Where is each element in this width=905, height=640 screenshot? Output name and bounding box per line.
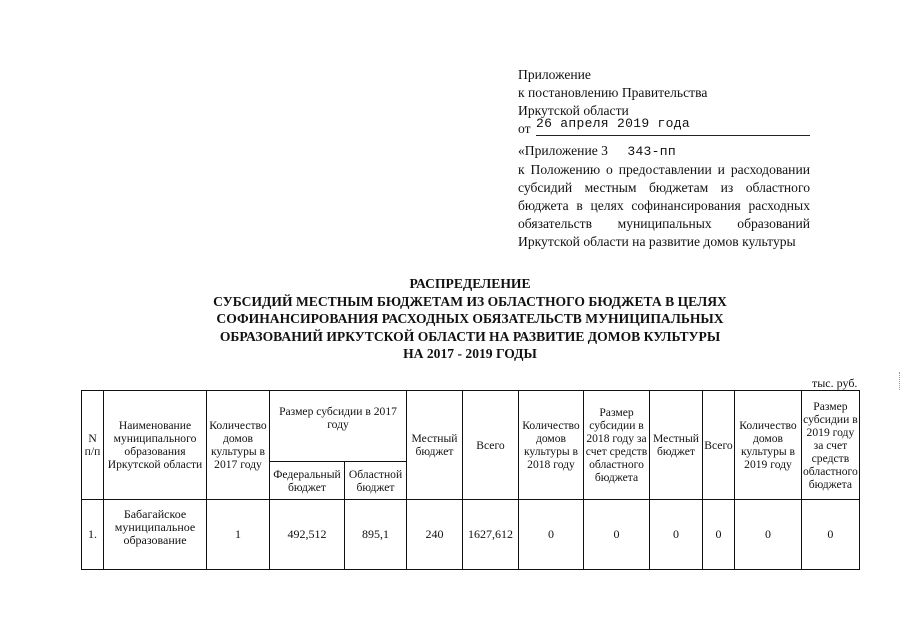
appendix-line-2: к постановлению Правительства [518,85,708,100]
cell-federal: 492,512 [270,500,345,570]
units-label: тыс. руб. [812,376,858,390]
title-line-3: СОФИНАНСИРОВАНИЯ РАСХОДНЫХ ОБЯЗАТЕЛЬСТВ МУНИЦИПАЛЬНЫХ [216,311,724,326]
document-title [150,275,790,363]
title-line-1: РАСПРЕДЕЛЕНИЕ [409,276,531,291]
cell-houses-2019: 0 [735,500,802,570]
header-federal: Федеральный бюджет [270,462,345,500]
header-local-2017: Местный бюджет [407,391,463,500]
header-total-2018: Всего [703,391,735,500]
cell-houses-2018: 0 [519,500,584,570]
header-houses-2018: Количество домов культуры в 2018 году [519,391,584,500]
appendix-date-row [518,116,810,138]
cell-total-2017: 1627,612 [463,500,519,570]
appendix-line-3: Иркутской области [518,103,629,118]
scan-mark [899,372,902,390]
appendix-block [518,66,810,251]
header-regional: Областной бюджет [345,462,407,500]
cell-local-2017: 240 [407,500,463,570]
subsidy-table [81,390,860,570]
cell-houses-2017: 1 [207,500,270,570]
cell-local-2018: 0 [650,500,703,570]
header-subsidy-2018: Размер субсидии в 2018 году за счет средств областного бюджета [584,391,650,500]
date-prefix: от [518,121,531,136]
header-houses-2017: Количество домов культуры в 2017 году [207,391,270,500]
header-name: Наименование муниципального образования Иркутской области [104,391,207,500]
cell-total-2018: 0 [703,500,735,570]
title-line-5: НА 2017 - 2019 ГОДЫ [403,346,537,361]
title-line-4: ОБРАЗОВАНИЙ ИРКУТСКОЙ ОБЛАСТИ НА РАЗВИТИЕ ДОМОВ КУЛЬТУРЫ [219,328,721,344]
date-value: 26 апреля 2019 года [536,116,690,131]
table-row [82,500,860,570]
date-underline [536,135,810,136]
header-houses-2019: Количество домов культуры в 2019 году [735,391,802,500]
header-num: N п/п [82,391,104,500]
header-total-2017: Всего [463,391,519,500]
cell-subsidy-2018: 0 [584,500,650,570]
appendix-3-number: 343-пп [627,144,676,159]
header-subsidy-2017: Размер субсидии в 2017 году [270,391,407,462]
cell-num: 1. [82,500,104,570]
regulation-text: к Положению о предоставлении и расходовании субсидий местным бюджетам из областного бюджета в целях софинансирования расходных обязательств муниципальных образований Иркутской области на развитие домов культуры [518,162,810,249]
cell-subsidy-2019: 0 [802,500,860,570]
cell-regional: 895,1 [345,500,407,570]
appendix-3-line [518,142,810,161]
appendix-3-label: «Приложение 3 [518,143,608,158]
appendix-line-1: Приложение [518,67,591,82]
header-local-2018: Местный бюджет [650,391,703,500]
title-line-2: СУБСИДИЙ МЕСТНЫМ БЮДЖЕТАМ ИЗ ОБЛАСТНОГО БЮДЖЕТА В ЦЕЛЯХ [213,293,727,309]
cell-name: Бабагайское муниципальное образование [104,500,207,570]
header-subsidy-2019: Размер субсидии в 2019 году за счет средств областного бюджета [802,391,860,500]
